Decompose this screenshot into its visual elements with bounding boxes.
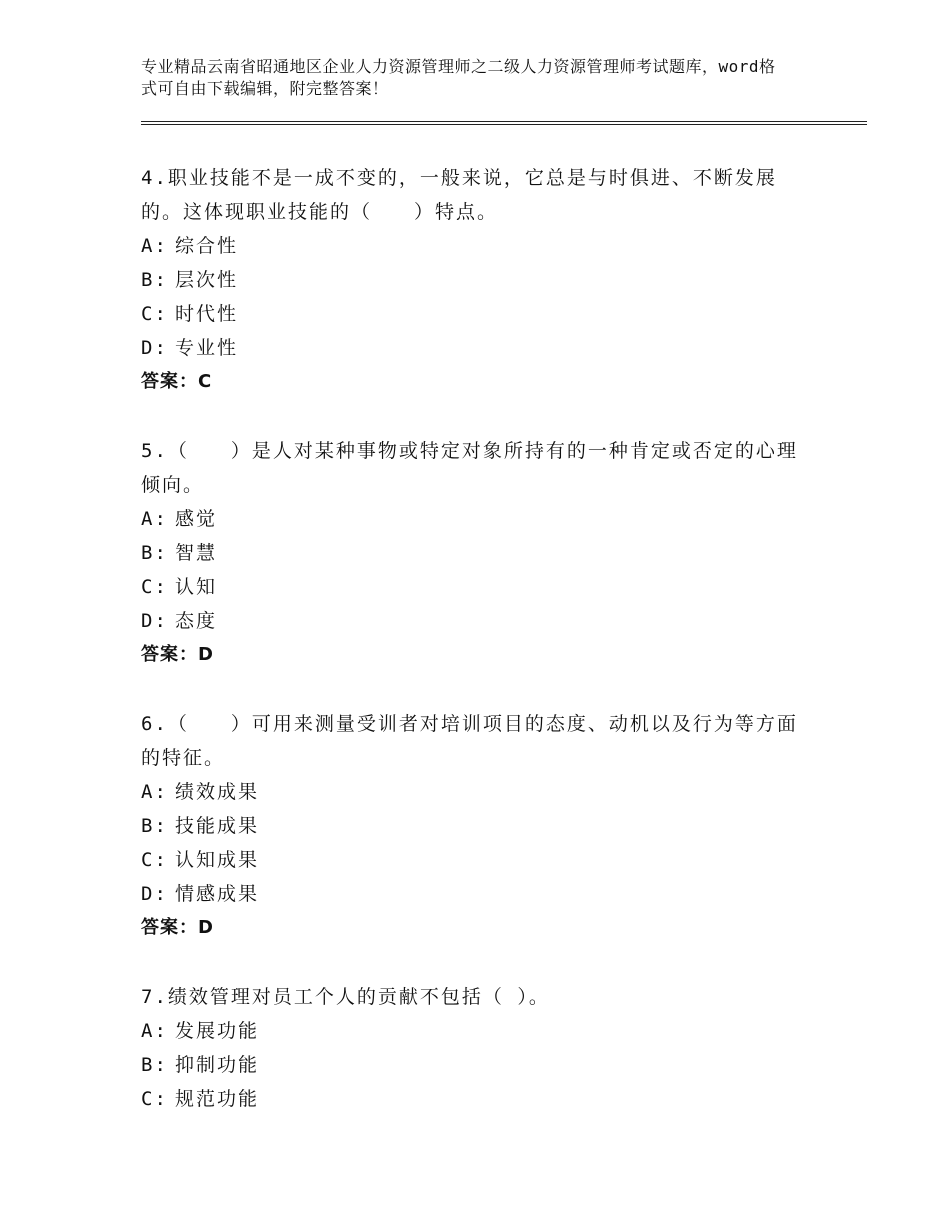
option-c	[141, 1082, 811, 1116]
option-key: A:	[141, 508, 168, 530]
option-c	[141, 570, 811, 604]
option-d	[141, 877, 811, 911]
option-text: 感觉	[175, 508, 218, 530]
option-text: 认知	[175, 576, 218, 598]
option-d	[141, 604, 811, 638]
option-key: D:	[141, 337, 168, 359]
option-b	[141, 1048, 811, 1082]
option-c	[141, 297, 811, 331]
option-text: 智慧	[175, 542, 218, 564]
option-key: D:	[141, 610, 168, 632]
question-6	[141, 707, 811, 945]
answer-label: 答案：D	[141, 917, 214, 938]
question-7	[141, 980, 811, 1116]
option-text: 技能成果	[175, 815, 260, 837]
option-c	[141, 843, 811, 877]
option-d	[141, 331, 811, 365]
option-a	[141, 1014, 811, 1048]
option-b	[141, 263, 811, 297]
option-key: A:	[141, 781, 168, 803]
option-key: C:	[141, 576, 168, 598]
option-a	[141, 502, 811, 536]
option-key: C:	[141, 849, 168, 871]
option-text: 情感成果	[175, 883, 260, 905]
option-text: 认知成果	[175, 849, 260, 871]
option-key: B:	[141, 269, 168, 291]
option-text: 层次性	[175, 269, 239, 291]
option-key: A:	[141, 1020, 168, 1042]
option-text: 时代性	[175, 303, 239, 325]
option-a	[141, 775, 811, 809]
answer-label: 答案：D	[141, 644, 214, 665]
option-key: C:	[141, 1088, 168, 1110]
option-key: C:	[141, 303, 168, 325]
question-stem: 6.（ ）可用来测量受训者对培训项目的态度、动机以及行为等方面的特征。	[141, 713, 798, 769]
answer-label: 答案：C	[141, 371, 213, 392]
question-stem: 7.绩效管理对员工个人的贡献不包括（ ）。	[141, 986, 550, 1008]
document-header: 专业精品云南省昭通地区企业人力资源管理师之二级人力资源管理师考试题库，word格式可自由下载编辑，附完整答案！	[141, 57, 776, 98]
option-key: A:	[141, 235, 168, 257]
option-text: 绩效成果	[175, 781, 260, 803]
option-text: 态度	[175, 610, 218, 632]
option-key: B:	[141, 815, 168, 837]
option-key: D:	[141, 883, 168, 905]
option-text: 专业性	[175, 337, 239, 359]
option-text: 抑制功能	[175, 1054, 260, 1076]
question-stem: 4.职业技能不是一成不变的，一般来说，它总是与时俱进、不断发展的。这体现职业技能的（ ）特点。	[141, 167, 777, 223]
option-text: 综合性	[175, 235, 239, 257]
question-stem: 5.（ ）是人对某种事物或特定对象所持有的一种肯定或否定的心理倾向。	[141, 440, 798, 496]
header-divider	[141, 121, 867, 125]
option-key: B:	[141, 1054, 168, 1076]
question-5	[141, 434, 811, 672]
option-b	[141, 536, 811, 570]
option-a	[141, 229, 811, 263]
option-text: 规范功能	[175, 1088, 260, 1110]
option-key: B:	[141, 542, 168, 564]
question-4	[141, 161, 811, 399]
option-text: 发展功能	[175, 1020, 260, 1042]
option-b	[141, 809, 811, 843]
